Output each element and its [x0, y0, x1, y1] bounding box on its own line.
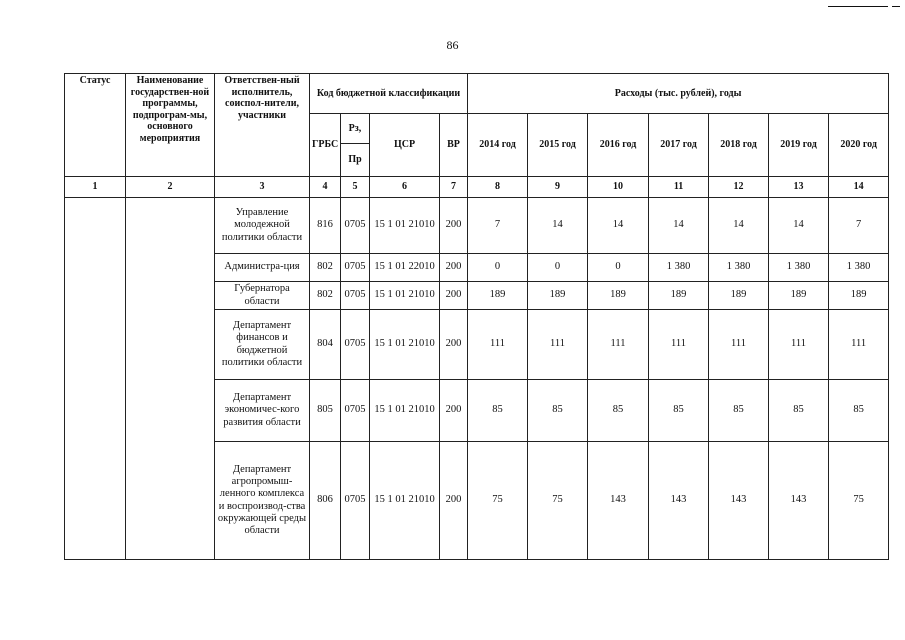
value-cell: 189	[829, 282, 889, 310]
header-csr: ЦСР	[370, 114, 440, 177]
value-cell: 75	[528, 442, 588, 560]
grbs-cell: 816	[310, 198, 341, 254]
header-year: 2015 год	[528, 114, 588, 177]
value-cell: 85	[709, 380, 769, 442]
rzpr-cell: 0705	[341, 442, 370, 560]
value-cell: 14	[769, 198, 829, 254]
vr-cell: 200	[440, 442, 468, 560]
header-budget-code: Код бюджетной классификации	[310, 74, 468, 114]
value-cell: 7	[468, 198, 528, 254]
value-cell: 14	[588, 198, 649, 254]
column-number: 3	[215, 177, 310, 198]
executor-cell: Департамент экономичес-кого развития области	[215, 380, 310, 442]
value-cell: 0	[528, 254, 588, 282]
page-number: 86	[446, 38, 459, 52]
value-cell: 189	[528, 282, 588, 310]
header-year: 2018 год	[709, 114, 769, 177]
grbs-cell: 802	[310, 254, 341, 282]
executor-cell: Губернатора области	[215, 282, 310, 310]
value-cell: 85	[769, 380, 829, 442]
value-cell: 189	[649, 282, 709, 310]
header-executor: Ответствен-ный исполнитель, соиспол-нители, участники	[215, 74, 310, 177]
value-cell: 1 380	[649, 254, 709, 282]
header-year: 2016 год	[588, 114, 649, 177]
value-cell: 1 380	[769, 254, 829, 282]
column-number: 5	[341, 177, 370, 198]
csr-cell: 15 1 01 22010	[370, 254, 440, 282]
value-cell: 75	[468, 442, 528, 560]
rzpr-cell: 0705	[341, 198, 370, 254]
budget-table	[64, 73, 889, 560]
vr-cell: 200	[440, 198, 468, 254]
value-cell: 0	[468, 254, 528, 282]
header-vr: ВР	[440, 114, 468, 177]
rzpr-cell: 0705	[341, 282, 370, 310]
value-cell: 111	[468, 310, 528, 380]
value-cell: 111	[709, 310, 769, 380]
header-status: Статус	[65, 74, 126, 177]
value-cell: 143	[769, 442, 829, 560]
value-cell: 85	[468, 380, 528, 442]
header-expenses: Расходы (тыс. рублей), годы	[468, 74, 889, 114]
csr-cell: 15 1 01 21010	[370, 282, 440, 310]
column-number: 6	[370, 177, 440, 198]
status-cell	[65, 198, 126, 560]
column-number: 2	[126, 177, 215, 198]
value-cell: 14	[528, 198, 588, 254]
column-number: 4	[310, 177, 341, 198]
header-rz: Рз,	[341, 114, 370, 144]
value-cell: 1 380	[829, 254, 889, 282]
vr-cell: 200	[440, 282, 468, 310]
value-cell: 143	[588, 442, 649, 560]
value-cell: 143	[649, 442, 709, 560]
value-cell: 14	[709, 198, 769, 254]
header-program-name: Наименование государствен-ной программы, подпрограм-мы, основного мероприятия	[126, 74, 215, 177]
grbs-cell: 806	[310, 442, 341, 560]
value-cell: 111	[588, 310, 649, 380]
grbs-cell: 805	[310, 380, 341, 442]
executor-cell: Департамент финансов и бюджетной политики области	[215, 310, 310, 380]
rzpr-cell: 0705	[341, 254, 370, 282]
vr-cell: 200	[440, 254, 468, 282]
value-cell: 85	[588, 380, 649, 442]
table-row	[65, 198, 889, 254]
value-cell: 85	[528, 380, 588, 442]
header-grbs: ГРБС	[310, 114, 341, 177]
value-cell: 143	[709, 442, 769, 560]
csr-cell: 15 1 01 21010	[370, 442, 440, 560]
column-number: 11	[649, 177, 709, 198]
value-cell: 1 380	[709, 254, 769, 282]
csr-cell: 15 1 01 21010	[370, 198, 440, 254]
column-number: 10	[588, 177, 649, 198]
value-cell: 189	[709, 282, 769, 310]
rzpr-cell: 0705	[341, 310, 370, 380]
executor-cell: Администра-ция	[215, 254, 310, 282]
value-cell: 111	[829, 310, 889, 380]
executor-cell: Управление молодежной политики области	[215, 198, 310, 254]
column-number: 12	[709, 177, 769, 198]
header-pr: Пр	[341, 144, 370, 177]
value-cell: 111	[528, 310, 588, 380]
header-year: 2020 год	[829, 114, 889, 177]
value-cell: 111	[649, 310, 709, 380]
column-number: 13	[769, 177, 829, 198]
column-number: 9	[528, 177, 588, 198]
header-year: 2019 год	[769, 114, 829, 177]
value-cell: 111	[769, 310, 829, 380]
value-cell: 0	[588, 254, 649, 282]
csr-cell: 15 1 01 21010	[370, 380, 440, 442]
corner-line	[828, 6, 888, 7]
value-cell: 189	[588, 282, 649, 310]
header-year: 2014 год	[468, 114, 528, 177]
program-name-cell	[126, 198, 215, 560]
value-cell: 85	[829, 380, 889, 442]
vr-cell: 200	[440, 310, 468, 380]
csr-cell: 15 1 01 21010	[370, 310, 440, 380]
column-number: 1	[65, 177, 126, 198]
column-number: 7	[440, 177, 468, 198]
value-cell: 75	[829, 442, 889, 560]
grbs-cell: 804	[310, 310, 341, 380]
column-number: 8	[468, 177, 528, 198]
vr-cell: 200	[440, 380, 468, 442]
value-cell: 189	[468, 282, 528, 310]
grbs-cell: 802	[310, 282, 341, 310]
value-cell: 189	[769, 282, 829, 310]
value-cell: 7	[829, 198, 889, 254]
corner-line-small	[892, 6, 900, 7]
executor-cell: Департамент агропромыш-ленного комплекса и воспроизвод-ства окружающей среды области	[215, 442, 310, 560]
value-cell: 85	[649, 380, 709, 442]
column-number: 14	[829, 177, 889, 198]
header-year: 2017 год	[649, 114, 709, 177]
value-cell: 14	[649, 198, 709, 254]
rzpr-cell: 0705	[341, 380, 370, 442]
